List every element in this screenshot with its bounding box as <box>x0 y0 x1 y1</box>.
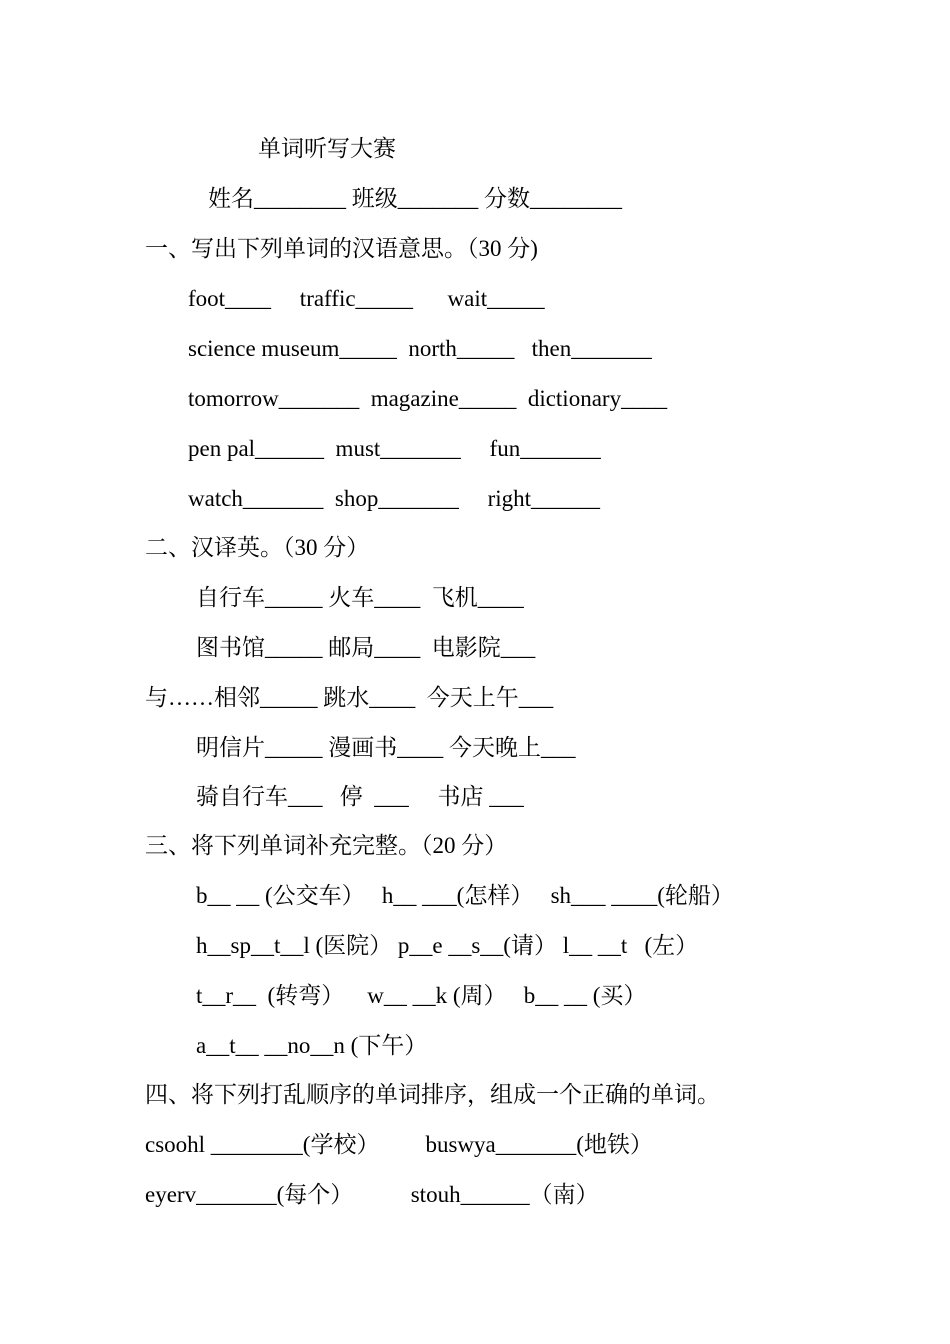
section-4-row: eyerv_______(每个） stouh______（南） <box>145 1182 599 1207</box>
student-info-line: 姓名________ 班级_______ 分数________ <box>208 186 622 211</box>
section-4-heading: 四、将下列打乱顺序的单词排序，组成一个正确的单词。 <box>145 1082 720 1107</box>
section-2-row: 自行车_____ 火车____ 飞机____ <box>196 585 524 610</box>
section-1-row: foot____ traffic_____ wait_____ <box>188 286 545 311</box>
section-2-row: 骑自行车___ 停 ___ 书店 ___ <box>196 784 524 809</box>
section-2-row: 图书馆_____ 邮局____ 电影院___ <box>196 635 536 660</box>
section-2-row: 与……相邻_____ 跳水____ 今天上午___ <box>145 685 554 710</box>
section-1-heading: 一、写出下列单词的汉语意思。（30 分) <box>145 236 538 261</box>
section-3-row: b__ __ (公交车） h__ ___(怎样） sh___ ____(轮船） <box>196 883 734 908</box>
page-title: 单词听写大赛 <box>258 136 396 161</box>
section-3-row: t__r__ (转弯） w__ __k (周） b__ __ (买） <box>196 983 647 1008</box>
section-3-row: h__sp__t__l (医院） p__e __s__(请） l__ __t (左） <box>196 933 699 958</box>
section-3-heading: 三、将下列单词补充完整。（20 分） <box>145 833 508 858</box>
section-2-row: 明信片_____ 漫画书____ 今天晚上___ <box>196 735 576 760</box>
section-1-row: watch_______ shop_______ right______ <box>188 486 601 511</box>
section-4-row: csoohl ________(学校） buswya_______(地铁） <box>145 1132 653 1157</box>
section-2-heading: 二、汉译英。（30 分） <box>145 535 370 560</box>
section-1-row: pen pal______ must_______ fun_______ <box>188 436 601 461</box>
section-1-row: science museum_____ north_____ then_______ <box>188 336 652 361</box>
section-1-row: tomorrow_______ magazine_____ dictionary____ <box>188 386 668 411</box>
section-3-row: a__t__ __no__n (下午） <box>196 1033 428 1058</box>
